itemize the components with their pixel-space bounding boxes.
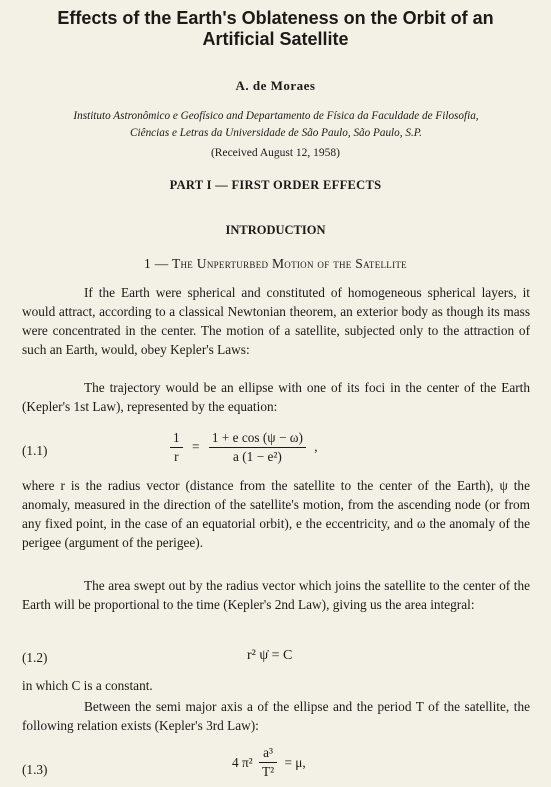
introduction-heading: INTRODUCTION bbox=[225, 223, 326, 237]
paragraph-4: The area swept out by the radius vector which joins the satellite to the center of the Earth will be proportional to the time (Kepler's 2nd Law), giving us the area integral: bbox=[22, 578, 530, 612]
eq3-suffix: = μ, bbox=[284, 754, 306, 770]
eq1-rhs-numerator: 1 + e cos (ψ − ω) bbox=[209, 430, 306, 448]
eq3-denominator: T² bbox=[262, 764, 275, 779]
equation-number-1-3: (1.3) bbox=[22, 762, 48, 777]
eq1-rhs-denominator: a (1 − e²) bbox=[233, 449, 282, 464]
section-heading: 1 — The Unperturbed Motion of the Satellite bbox=[144, 256, 407, 271]
affiliation-line-1: Instituto Astronômico e Geofísico and Departamento de Física da Faculdade de Filosofia, bbox=[73, 110, 479, 122]
eq1-trailing-comma: , bbox=[314, 438, 318, 454]
equation-1-2: r² ψ̇ = C bbox=[247, 648, 293, 663]
affiliation bbox=[16, 108, 536, 142]
eq1-rhs-fraction bbox=[209, 430, 306, 465]
equation-1-3 bbox=[232, 745, 306, 780]
eq1-lhs-denominator: r bbox=[174, 449, 179, 464]
paragraph-3: where r is the radius vector (distance from the satellite to the center of the Earth), ψ the anomaly, measured in the direction of the satellite's motion, from the ascending node (or from any fixed point, in the case of an equatorial orbit), e the eccentricity, and ω the anomaly of the perigee (argument of the perigee). bbox=[22, 478, 530, 550]
received-date: (Received August 12, 1958) bbox=[210, 147, 341, 159]
equation-number-1-1: (1.1) bbox=[22, 443, 48, 458]
author-name: A. de Moraes bbox=[235, 78, 316, 93]
paragraph-2: The trajectory would be an ellipse with one of its foci in the center of the Earth (Kepler's 1st Law), represented by the equation: bbox=[22, 380, 530, 414]
part-heading: PART I — FIRST ORDER EFFECTS bbox=[169, 178, 382, 192]
eq1-lhs-numerator: 1 bbox=[170, 430, 183, 448]
affiliation-line-2: Ciências e Letras da Universidade de São Paulo, São Paulo, S.P. bbox=[130, 127, 422, 139]
eq3-numerator: a³ bbox=[259, 745, 277, 763]
paragraph-1: If the Earth were spherical and constituted of homogeneous spherical layers, it would attract, according to a classical Newtonian theorem, an exterior body as though its mass were concentrated in the center. The motion of a satellite, subjected only to the attraction of such an Earth, would, obey Kepler's Laws: bbox=[22, 285, 530, 357]
eq3-prefix: 4 π² bbox=[232, 754, 253, 770]
paragraph-5: in which C is a constant. bbox=[22, 678, 153, 693]
equation-number-1-2: (1.2) bbox=[22, 650, 48, 665]
paragraph-6: Between the semi major axis a of the ellipse and the period T of the satellite, the following relation exists (Kepler's 3rd Law): bbox=[22, 699, 530, 733]
equation-1-1 bbox=[170, 430, 318, 465]
paper-title: Effects of the Earth's Oblateness on the Orbit of an Artificial Satellite bbox=[57, 8, 494, 49]
eq3-fraction bbox=[259, 745, 277, 780]
eq1-equals: = bbox=[191, 438, 200, 454]
eq1-lhs-fraction bbox=[170, 430, 183, 465]
